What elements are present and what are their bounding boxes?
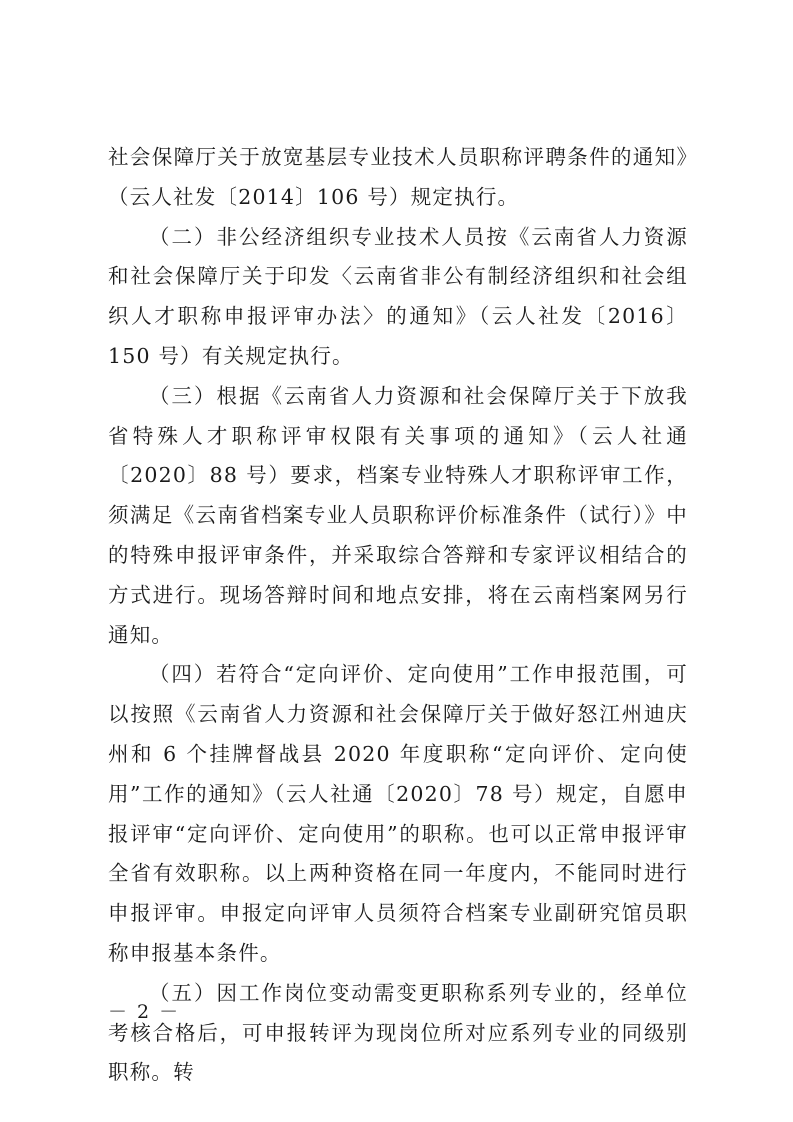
- paragraph-item-3: （三）根据《云南省人力资源和社会保障厅关于下放我省特殊人才职称评审权限有关事项的通知》（云人社通〔2020〕88 号）要求，档案专业特殊人才职称评审工作，须满足《云南省档案专业人员职称评价标准条件（试行）》中的特殊申报评审条件，并采取综合答辩和专家评议相结合的方式进行。现场答辩时间和地点安排，将在云南档案网另行通知。: [108, 383, 688, 647]
- paragraph-continuation: 社会保障厅关于放宽基层专业技术人员职称评聘条件的通知》（云人社发〔2014〕106 号）规定执行。: [108, 145, 688, 209]
- paragraph-item-4: （四）若符合“定向评价、定向使用”工作申报范围，可以按照《云南省人力资源和社会保障厅关于做好怒江州迪庆州和 6 个挂牌督战县 2020 年度职称“定向评价、定向使用”工作的通知》（云人社通〔2020〕78 号）规定，自愿申报评审“定向评价、定向使用”的职称。也可以正常申报评审全省有效职称。以上两种资格在同一年度内，不能同时进行申报评审。申报定向评审人员须符合档案专业副研究馆员职称申报基本条件。: [108, 662, 688, 965]
- document-body: [108, 138, 688, 1093]
- paragraph-item-2: （二）非公经济组织专业技术人员按《云南省人力资源和社会保障厅关于印发〈云南省非公有制经济组织和社会组织人才职称申报评审办法〉的通知》（云人社发〔2016〕150 号）有关规定执行。: [108, 224, 688, 368]
- page-number: － 2 －: [108, 1001, 181, 1023]
- paragraph-item-5: （五）因工作岗位变动需变更职称系列专业的，经单位考核合格后，可申报转评为现岗位所对应系列专业的同级别职称。转: [108, 980, 688, 1085]
